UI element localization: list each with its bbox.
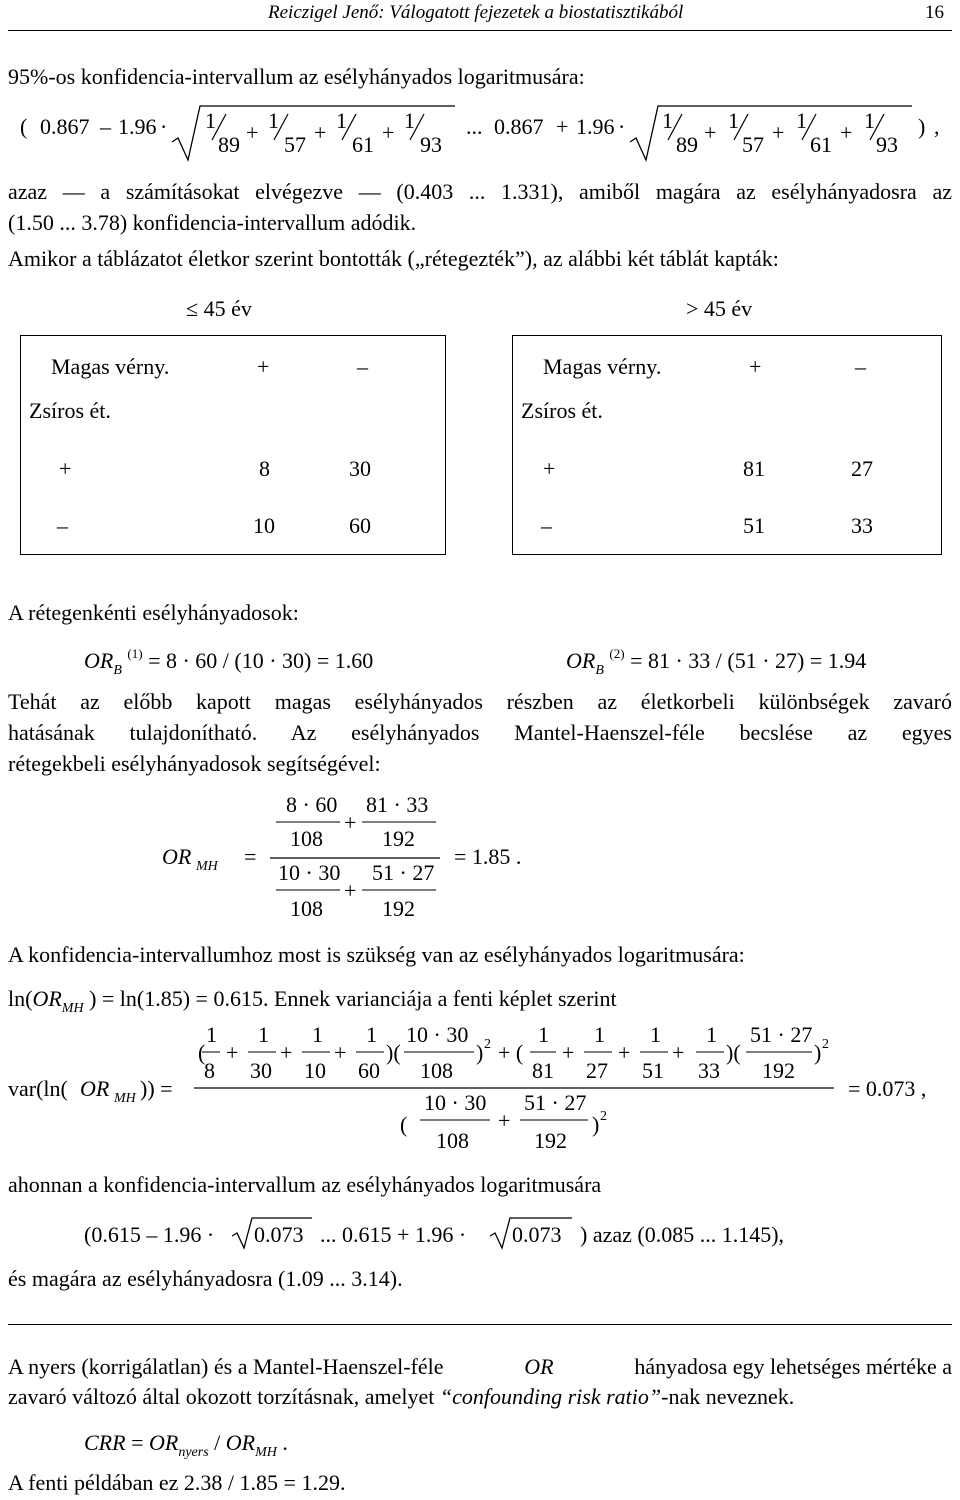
svg-text:+: + [556,114,569,139]
svg-text:MH: MH [114,1091,136,1106]
svg-text:108: 108 [420,1058,453,1083]
cell-c: 10 [253,513,275,538]
cell-d: 60 [349,513,371,538]
crr-example: A fenti példában ez 2.38 / 1.85 = 1.29. [8,1470,346,1495]
svg-text:(0.615 – 1.96 ·: (0.615 – 1.96 · [84,1222,215,1247]
svg-text:192: 192 [534,1128,567,1153]
svg-text:+: + [672,1040,685,1065]
svg-text:51 · 27: 51 · 27 [372,860,435,885]
cell-a: 8 [259,456,270,481]
svg-text:93: 93 [876,132,898,157]
log-or-ci-formula [0,100,960,172]
crr-paragraph-line-1: A nyers (korrigálatlan) és a Mantel-Haenszel-féle OR hányadosa egy lehetséges mértéke a [8,1354,952,1379]
section-rule [8,1324,952,1325]
svg-text:+: + [840,120,853,145]
log-intro-text: A konfidencia-intervallumhoz most is szükség van az esélyhányados logaritmusára: [8,942,745,967]
result-line-1: azaz — a számításokat elvégezve — (0.403 ... 1.331), amiből magára az esélyhányadosra az [8,179,952,204]
svg-text:0.073: 0.073 [512,1222,562,1247]
svg-text:51 · 27: 51 · 27 [524,1090,587,1115]
svg-text:192: 192 [382,896,415,921]
ci-intro-text: 95%-os konfidencia-intervallum az esélyhányados logaritmusára: [8,64,585,89]
svg-text:89: 89 [676,132,698,157]
svg-text:2: 2 [600,1109,607,1124]
svg-text:10 · 30: 10 · 30 [278,860,341,885]
table-1-heading: ≤ 45 év [186,296,252,321]
svg-text:(: ( [400,1112,408,1137]
col-header-plus: + [257,354,270,379]
svg-text:var(ln(: var(ln( [8,1076,68,1101]
svg-text:= 1.85 .: = 1.85 . [454,844,522,869]
row-header-minus: – [541,513,552,538]
svg-text:+: + [314,120,327,145]
svg-text:1: 1 [205,108,216,133]
page-number: 16 [925,2,944,23]
svg-text:1.96: 1.96 [576,114,615,139]
svg-text:+: + [382,120,395,145]
svg-text:93: 93 [420,132,442,157]
svg-text:) azaz (0.085 ... 1.145),: ) azaz (0.085 ... 1.145), [580,1222,785,1247]
svg-text:+: + [498,1108,511,1133]
svg-text:+: + [562,1040,575,1065]
svg-text:1: 1 [336,108,347,133]
svg-text:8: 8 [204,1058,215,1083]
col-header-plus: + [749,354,762,379]
svg-text:1: 1 [538,1022,549,1047]
svg-text:+: + [280,1040,293,1065]
col-label: Zsíros ét. [29,398,111,423]
svg-text:30: 30 [250,1058,272,1083]
svg-text:+: + [618,1040,631,1065]
svg-text:57: 57 [284,132,306,157]
svg-text:89: 89 [218,132,240,157]
or-stratum-2: $OR_B$ $^{(2)}$ = 81 · 33 / (51 · 27) = 1.94 [566,646,867,678]
svg-text:1.96: 1.96 [118,114,157,139]
col-header-minus: – [855,354,866,379]
svg-text:OR: OR [80,1076,110,1101]
svg-text:61: 61 [810,132,832,157]
svg-text:MH: MH [196,859,218,874]
svg-text:108: 108 [290,896,323,921]
contingency-table-2 [512,335,942,555]
result-line-2: (1.50 ... 3.78) konfidencia-intervallum adódik. [8,210,417,235]
table-2-heading: > 45 év [686,296,753,321]
cell-b: 27 [851,456,873,481]
svg-text:51: 51 [642,1058,664,1083]
row-label: Magas vérny. [51,354,170,379]
svg-text:1: 1 [662,108,673,133]
svg-text:8 · 60: 8 · 60 [286,792,338,817]
svg-text:10: 10 [304,1058,326,1083]
cell-a: 81 [743,456,765,481]
svg-text:): ) [814,1040,822,1065]
svg-text:81 · 33: 81 · 33 [366,792,429,817]
svg-text:+: + [246,120,259,145]
crr-formula: CRR = $OR_{nyers} / OR_{MH}$ . [84,1430,288,1460]
svg-text:33: 33 [698,1058,720,1083]
col-label: Zsíros ét. [521,398,603,423]
svg-text:,: , [934,114,940,139]
cell-b: 30 [349,456,371,481]
svg-text:1: 1 [728,108,739,133]
svg-text:1: 1 [206,1022,217,1047]
svg-text:+: + [704,120,717,145]
svg-text:1: 1 [706,1022,717,1047]
svg-text:60: 60 [358,1058,380,1083]
svg-text:192: 192 [382,826,415,851]
svg-text:+: + [226,1040,239,1065]
svg-text:1: 1 [312,1022,323,1047]
svg-text:+: + [344,878,357,903]
svg-text:10 · 30: 10 · 30 [424,1090,487,1115]
ln-or-line: $\ln(OR_{MH}$ ) = ln(1.85) = 0.615. Ennek varianciája a fenti képlet szerint [8,986,617,1016]
log-or-ci-2-formula [0,1210,960,1256]
result-paragraph [8,176,952,238]
svg-text:81: 81 [532,1058,554,1083]
svg-text:57: 57 [742,132,764,157]
svg-text:0.867: 0.867 [40,114,90,139]
svg-text:): ) [476,1040,484,1065]
svg-text:1: 1 [258,1022,269,1047]
svg-text:): ) [918,114,926,139]
svg-text:1: 1 [366,1022,377,1047]
svg-text:·: · [618,114,626,139]
svg-text:1: 1 [796,108,807,133]
mantel-haenszel-formula [0,786,960,926]
ci-log-intro: ahonnan a konfidencia-intervallum az esélyhányados logaritmusára [8,1172,602,1197]
variance-formula [0,1022,960,1162]
svg-text:...: ... [466,114,483,139]
header-rule [8,30,952,31]
svg-text:): ) [592,1112,600,1137]
svg-text:+: + [772,120,785,145]
svg-text:OR: OR [162,844,192,869]
svg-text:10 · 30: 10 · 30 [406,1022,469,1047]
svg-text:(: ( [198,1040,206,1065]
svg-text:2: 2 [822,1037,829,1052]
strata-label: A rétegenkénti esélyhányadosok: [8,600,299,625]
svg-text:+: + [334,1040,347,1065]
svg-text:2: 2 [484,1037,491,1052]
svg-text:= 0.073 ,: = 0.073 , [848,1076,927,1101]
or-stratum-1: $OR_B$ $^{(1)}$ = 8 · 60 / (10 · 30) = 1.60 [84,646,374,678]
svg-text:(: ( [20,114,28,139]
svg-text:–: – [100,114,111,139]
svg-text:·: · [160,114,168,139]
crr-paragraph-line-2: zavaró változó által okozott torzításnak, amelyet “confounding risk ratio”-nak neveznek. [8,1384,795,1409]
svg-text:1: 1 [864,108,875,133]
svg-text:0.073: 0.073 [254,1222,304,1247]
svg-text:1: 1 [404,108,415,133]
svg-text:192: 192 [762,1058,795,1083]
svg-text:1: 1 [268,108,279,133]
row-header-minus: – [57,513,68,538]
contingency-table-1 [20,335,446,555]
svg-text:+ (: + ( [498,1040,524,1065]
ci-or-result: és magára az esélyhányadosra (1.09 ... 3.14). [8,1266,403,1291]
svg-text:61: 61 [352,132,374,157]
svg-text:1: 1 [650,1022,661,1047]
svg-text:... 0.615 + 1.96 ·: ... 0.615 + 1.96 · [320,1222,467,1247]
svg-text:)(: )( [386,1040,401,1065]
col-header-minus: – [357,354,368,379]
svg-text:)) =: )) = [140,1076,173,1101]
svg-text:108: 108 [436,1128,469,1153]
cell-d: 33 [851,513,873,538]
row-header-plus: + [543,456,556,481]
svg-text:=: = [244,844,257,869]
cell-c: 51 [743,513,765,538]
svg-text:+: + [344,810,357,835]
svg-text:27: 27 [586,1058,608,1083]
row-header-plus: + [59,456,72,481]
row-label: Magas vérny. [543,354,662,379]
svg-text:0.867: 0.867 [494,114,544,139]
svg-text:51 · 27: 51 · 27 [750,1022,813,1047]
confounding-paragraph: Tehát az előbb kapott magas esélyhányados részben az életkorbeli különbségek zavaró hatásának tulajdonítható. Az esélyhányados Mantel-Haenszel-féle becslése az egyes rétegekbeli esélyhányadosok segítségével: [8,689,952,776]
running-header-title: Reiczigel Jenő: Válogatott fejezetek a biostatisztikából [268,2,684,23]
svg-text:108: 108 [290,826,323,851]
svg-text:1: 1 [594,1022,605,1047]
stratification-intro: Amikor a táblázatot életkor szerint bontották („rétegezték”), az alábbi két táblát kapták: [8,246,779,271]
svg-text:)(: )( [726,1040,741,1065]
